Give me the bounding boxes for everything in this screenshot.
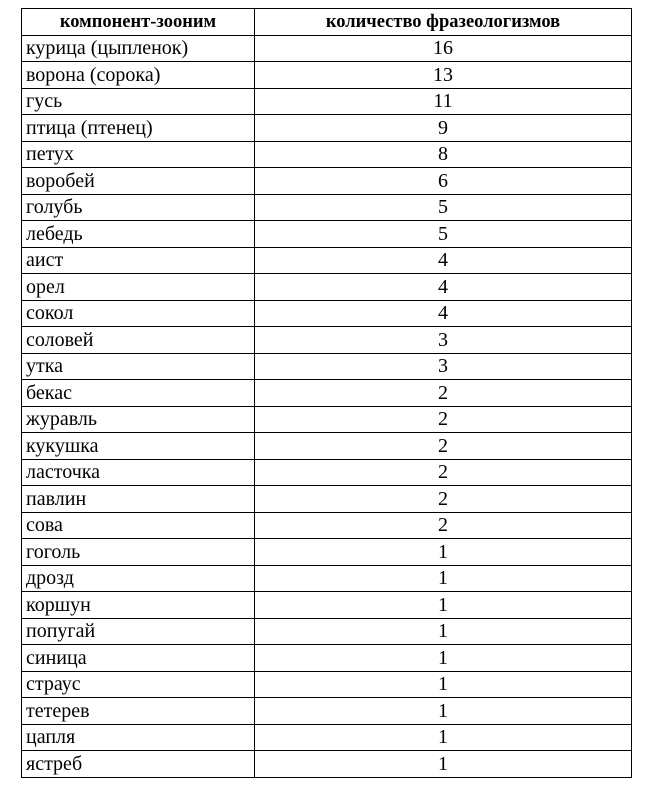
table-row	[22, 62, 632, 89]
zoonym-cell: синица	[22, 645, 255, 672]
phraseologism-count-cell: 13	[255, 62, 632, 89]
table-row	[22, 141, 632, 168]
table-row	[22, 88, 632, 115]
phraseologism-count-cell: 3	[255, 353, 632, 380]
zoonym-cell: страус	[22, 671, 255, 698]
zoonym-cell: попугай	[22, 618, 255, 645]
table-row	[22, 35, 632, 62]
table-row	[22, 194, 632, 221]
table-row	[22, 618, 632, 645]
table-row	[22, 247, 632, 274]
table-row	[22, 671, 632, 698]
zoonym-cell: аист	[22, 247, 255, 274]
phraseologism-count-cell: 5	[255, 221, 632, 248]
table-row	[22, 459, 632, 486]
zoonym-cell: ворона (сорока)	[22, 62, 255, 89]
phraseologism-count-cell: 5	[255, 194, 632, 221]
zoonym-cell: голубь	[22, 194, 255, 221]
table-row	[22, 592, 632, 619]
table-body	[22, 35, 632, 777]
zoonym-cell: цапля	[22, 724, 255, 751]
zoonym-cell: бекас	[22, 380, 255, 407]
table-row	[22, 698, 632, 725]
phraseologism-count-cell: 16	[255, 35, 632, 62]
phraseologism-count-cell: 2	[255, 512, 632, 539]
column-header-count: количество фразеологизмов	[255, 9, 632, 36]
zoonym-cell: гоголь	[22, 539, 255, 566]
zoonym-cell: сокол	[22, 300, 255, 327]
phraseologism-count-cell: 1	[255, 645, 632, 672]
phraseologism-count-cell: 8	[255, 141, 632, 168]
table-row	[22, 221, 632, 248]
table-row	[22, 406, 632, 433]
column-header-zoonym: компонент-зооним	[22, 9, 255, 36]
phraseologism-count-cell: 1	[255, 671, 632, 698]
table-row	[22, 300, 632, 327]
zoonym-cell: воробей	[22, 168, 255, 195]
table-row	[22, 274, 632, 301]
phraseologism-count-cell: 4	[255, 300, 632, 327]
table-row	[22, 327, 632, 354]
zoonym-cell: журавль	[22, 406, 255, 433]
table-header	[22, 9, 632, 36]
zoonym-cell: ласточка	[22, 459, 255, 486]
table-row	[22, 724, 632, 751]
table-row	[22, 433, 632, 460]
zoonym-cell: гусь	[22, 88, 255, 115]
phraseologism-count-cell: 2	[255, 380, 632, 407]
phraseologism-count-cell: 1	[255, 592, 632, 619]
phraseologism-count-cell: 1	[255, 724, 632, 751]
zoonym-cell: дрозд	[22, 565, 255, 592]
phraseologism-count-cell: 1	[255, 618, 632, 645]
zoonym-cell: петух	[22, 141, 255, 168]
phraseologism-count-cell: 2	[255, 459, 632, 486]
phraseologism-count-cell: 2	[255, 406, 632, 433]
zoonym-cell: ястреб	[22, 751, 255, 778]
table-row	[22, 380, 632, 407]
phraseologism-count-cell: 1	[255, 539, 632, 566]
zoonym-cell: орел	[22, 274, 255, 301]
header-row	[22, 9, 632, 36]
phraseologism-count-cell: 1	[255, 565, 632, 592]
table-row	[22, 539, 632, 566]
table-row	[22, 645, 632, 672]
zoonym-cell: соловей	[22, 327, 255, 354]
zoonym-cell: коршун	[22, 592, 255, 619]
zoonym-cell: лебедь	[22, 221, 255, 248]
table-row	[22, 115, 632, 142]
zoonym-cell: кукушка	[22, 433, 255, 460]
zoonym-cell: утка	[22, 353, 255, 380]
phraseologism-count-cell: 4	[255, 274, 632, 301]
phraseologism-count-cell: 3	[255, 327, 632, 354]
table-row	[22, 512, 632, 539]
phraseologism-count-cell: 2	[255, 486, 632, 513]
phraseologism-count-cell: 11	[255, 88, 632, 115]
table-row	[22, 486, 632, 513]
table-row	[22, 168, 632, 195]
phraseologism-count-cell: 2	[255, 433, 632, 460]
phraseologism-count-cell: 1	[255, 751, 632, 778]
zoonym-table	[21, 8, 632, 778]
zoonym-cell: тетерев	[22, 698, 255, 725]
phraseologism-count-cell: 9	[255, 115, 632, 142]
phraseologism-count-cell: 1	[255, 698, 632, 725]
table-row	[22, 565, 632, 592]
table-row	[22, 353, 632, 380]
zoonym-cell: сова	[22, 512, 255, 539]
phraseologism-count-cell: 6	[255, 168, 632, 195]
phraseologism-count-cell: 4	[255, 247, 632, 274]
zoonym-cell: птица (птенец)	[22, 115, 255, 142]
zoonym-cell: павлин	[22, 486, 255, 513]
table-row	[22, 751, 632, 778]
zoonym-cell: курица (цыпленок)	[22, 35, 255, 62]
